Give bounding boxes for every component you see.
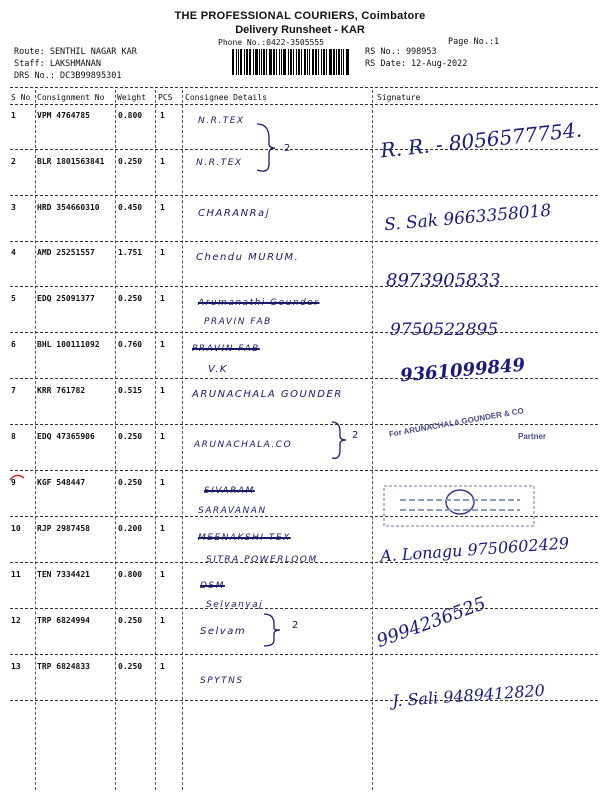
barcode-bar (255, 49, 258, 75)
row-consignment: BLR 1801563841 (37, 157, 105, 166)
row-weight: 1.751 (118, 248, 143, 257)
row-consignment: TRP 6824833 (37, 662, 90, 671)
row-pcs: 1 (160, 248, 165, 257)
barcode-bar (253, 49, 254, 75)
barcode-bar (279, 49, 280, 75)
row-consignment: RJP 2987458 (37, 524, 90, 533)
barcode-bar (244, 49, 245, 75)
row-sno: 13 (11, 662, 21, 671)
row-pcs: 1 (160, 432, 165, 441)
barcode-bar (263, 49, 265, 75)
barcode-bar (236, 49, 237, 75)
signature: J. Sali 9489412820 (391, 680, 546, 711)
barcode-bar (336, 49, 337, 75)
column-pcs: PCS (158, 93, 173, 102)
barcode-bar (315, 49, 318, 75)
row-pcs: 1 (160, 203, 165, 212)
signature: 9750522895 (390, 320, 499, 340)
consignee-handwriting: Selvam (200, 626, 247, 637)
barcode-bar (240, 49, 243, 75)
barcode-bar (321, 49, 322, 75)
stamp-role: Partner (518, 432, 547, 441)
barcode-bar (276, 49, 277, 75)
row-consignment: TRP 6824994 (37, 616, 90, 625)
column-signature: Signature (377, 93, 421, 102)
consignee-handwriting: SPYTNS (200, 676, 244, 686)
row-pcs: 1 (160, 294, 165, 303)
row-weight: 0.250 (118, 662, 143, 671)
row-sno: 12 (11, 616, 21, 625)
barcode-bar (298, 49, 301, 75)
row-pcs: 1 (160, 478, 165, 487)
consignee-handwriting: ARUNACHALA GOUNDER (192, 389, 343, 400)
consignee-handwriting: V.K (208, 364, 228, 375)
barcode-bar (318, 49, 319, 75)
row-consignment: AMD 25251557 (37, 248, 95, 257)
row-consignment: KRR 761782 (37, 386, 86, 395)
barcode-bar (261, 49, 262, 75)
row-sno: 3 (11, 203, 16, 212)
row-divider (10, 608, 598, 609)
barcode-bar (338, 49, 340, 75)
barcode-bar (326, 49, 327, 75)
consignee-handwriting: PRAVIN FAB (204, 317, 272, 327)
row-sno: 11 (11, 570, 21, 579)
row-consignment: EDQ 47365906 (37, 432, 95, 441)
row-weight: 0.760 (118, 340, 143, 349)
row-consignment: EDQ 25091377 (37, 294, 95, 303)
bracket-note: 2 (284, 143, 292, 154)
column-weight: Weight (117, 93, 146, 102)
barcode-bar (290, 49, 292, 75)
struck-consignee: Arumanathi Gounder (198, 298, 320, 308)
consignee-handwriting: ARUNACHALA.CO (194, 440, 293, 450)
row-pcs: 1 (160, 662, 165, 671)
header-divider-bottom (10, 104, 598, 105)
row-pcs: 1 (160, 616, 165, 625)
barcode-bar (323, 49, 325, 75)
barcode-bar (346, 49, 349, 75)
barcode-bar (238, 49, 239, 75)
row-sno: 7 (11, 386, 16, 395)
row-pcs: 1 (160, 157, 165, 166)
header-divider-top (10, 87, 598, 88)
barcode-bar (293, 49, 294, 75)
column-sno: S No (11, 93, 31, 102)
row-weight: 0.200 (118, 524, 143, 533)
barcode (232, 49, 350, 75)
consignee-handwriting: SITRA POWERLOOM (206, 555, 318, 565)
consignee-handwriting: Selvanyaj (206, 600, 264, 610)
staff-label: Staff: LAKSHMANAN (14, 59, 101, 69)
column-consignment: Consignment No (37, 93, 105, 102)
struck-consignee: PRAVIN FAB (192, 344, 260, 354)
row-sno: 1 (11, 111, 16, 120)
row-consignment: HRD 354660310 (37, 203, 100, 212)
struck-consignee: MEENAKSHI TEX (198, 533, 291, 543)
row-weight: 0.800 (118, 111, 143, 120)
consignee-handwriting: CHARANRaj (198, 208, 270, 219)
row-pcs: 1 (160, 111, 165, 120)
struck-consignee: DSM (200, 581, 225, 591)
row-weight: 0.250 (118, 157, 143, 166)
barcode-bar (232, 49, 234, 75)
document-subtitle: Delivery Runsheet - KAR (235, 24, 365, 36)
row-consignment: VPM 4764785 (37, 111, 90, 120)
barcode-bar (329, 49, 332, 75)
barcode-bar (301, 49, 302, 75)
row-sno: 9 (11, 478, 16, 487)
column-consignee: Consignee Details (185, 93, 267, 102)
signature: 9361099849 (399, 354, 526, 387)
barcode-bar (296, 49, 297, 75)
rs-date: RS Date: 12-Aug-2022 (365, 59, 468, 69)
bracket-note: 2 (352, 430, 360, 441)
row-consignment: TEN 7334421 (37, 570, 90, 579)
signature: 8973905833 (386, 270, 501, 291)
signature: A. Lonagu 9750602429 (379, 533, 570, 566)
signature: 9994236525 (373, 593, 489, 652)
route-label: Route: SENTHIL NAGAR KAR (14, 47, 137, 57)
barcode-bar (259, 49, 260, 75)
row-weight: 0.250 (118, 432, 143, 441)
signature: R. R. - 8056577754. (379, 117, 583, 163)
bracket-mark (255, 118, 285, 176)
barcode-bar (266, 49, 267, 75)
row-weight: 0.450 (118, 203, 143, 212)
smudged-stamp (380, 470, 540, 530)
barcode-bar (333, 49, 335, 75)
row-pcs: 1 (160, 340, 165, 349)
row-consignment: KGF 548447 (37, 478, 86, 487)
row-weight: 0.800 (118, 570, 143, 579)
row-sno: 8 (11, 432, 16, 441)
barcode-bar (341, 49, 342, 75)
barcode-bar (281, 49, 283, 75)
page-number: Page No.:1 (448, 37, 500, 47)
row-pcs: 1 (160, 570, 165, 579)
consignee-handwriting: N.R.TEX (198, 116, 245, 126)
drs-number: DRS No.: DC3B99895301 (14, 71, 122, 81)
row-sno: 4 (11, 248, 16, 257)
barcode-bar (246, 49, 248, 75)
barcode-bar (343, 49, 344, 75)
barcode-bar (288, 49, 289, 75)
barcode-bar (304, 49, 306, 75)
bracket-note: 2 (292, 620, 300, 631)
row-sno: 10 (11, 524, 21, 533)
rs-number: RS No.: 998953 (365, 47, 437, 57)
consignee-handwriting: SARAVANAN (198, 506, 267, 516)
row-divider (10, 424, 598, 425)
row-divider (10, 332, 598, 333)
bracket-mark (262, 612, 290, 648)
barcode-bar (309, 49, 310, 75)
row-divider (10, 378, 598, 379)
barcode-bar (269, 49, 272, 75)
row-divider (10, 149, 598, 150)
consignee-handwriting: Chendu MURUM. (196, 252, 300, 263)
row-consignment: BHL 100111092 (37, 340, 100, 349)
row-weight: 0.250 (118, 478, 143, 487)
row-weight: 0.250 (118, 616, 143, 625)
row-divider (10, 286, 598, 287)
row-sno: 5 (11, 294, 16, 303)
row-divider (10, 241, 598, 242)
row-pcs: 1 (160, 386, 165, 395)
row-sno: 2 (11, 157, 16, 166)
row-divider (10, 195, 598, 196)
row-weight: 0.250 (118, 294, 143, 303)
row-weight: 0.515 (118, 386, 143, 395)
row-divider (10, 654, 598, 655)
document-title: THE PROFESSIONAL COURIERS, Coimbatore (174, 10, 426, 22)
row-pcs: 1 (160, 524, 165, 533)
tick-mark (8, 470, 28, 492)
row-sno: 6 (11, 340, 16, 349)
barcode-bar (307, 49, 308, 75)
barcode-bar (283, 49, 286, 75)
company-stamp: For ARUNACHALA GOUNDER & CO (388, 406, 525, 439)
phone-number: Phone No.:0422-3505555 (218, 38, 324, 47)
barcode-bar (312, 49, 314, 75)
consignee-handwriting: N.R.TEX (196, 158, 243, 168)
barcode-bar (249, 49, 251, 75)
barcode-bar (273, 49, 275, 75)
struck-consignee: SIVARAM (204, 486, 255, 496)
signature: S. Sak 9663358018 (383, 200, 553, 236)
